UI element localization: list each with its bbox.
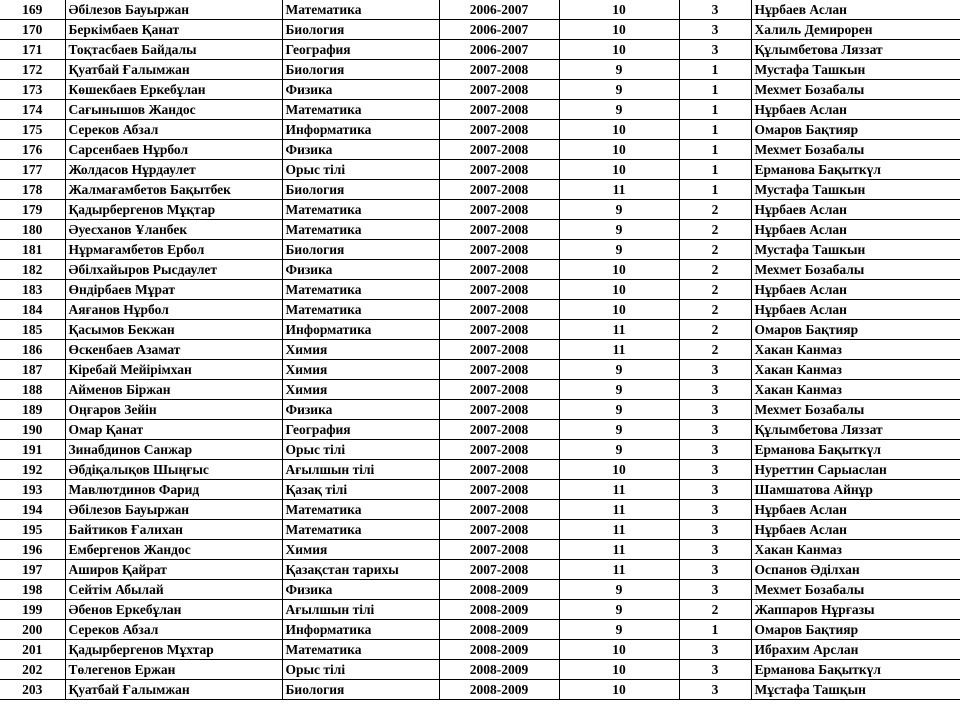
place-cell: 3 — [679, 660, 751, 680]
place-cell: 2 — [679, 340, 751, 360]
row-number-cell: 169 — [0, 0, 65, 20]
table-row — [0, 660, 960, 680]
grade-cell: 10 — [559, 640, 679, 660]
academic-year-cell: 2007-2008 — [439, 120, 559, 140]
subject-cell: Информатика — [282, 120, 439, 140]
academic-year-cell: 2007-2008 — [439, 180, 559, 200]
teacher-name-cell: Хакан Канмаз — [751, 340, 960, 360]
teacher-name-cell: Шамшатова Айнұр — [751, 480, 960, 500]
teacher-name-cell: Нұрбаев Аслан — [751, 220, 960, 240]
place-cell: 3 — [679, 480, 751, 500]
place-cell: 2 — [679, 280, 751, 300]
subject-cell: География — [282, 420, 439, 440]
academic-year-cell: 2008-2009 — [439, 640, 559, 660]
grade-cell: 9 — [559, 240, 679, 260]
grade-cell: 10 — [559, 40, 679, 60]
subject-cell: Математика — [282, 0, 439, 20]
table-row — [0, 540, 960, 560]
place-cell: 3 — [679, 360, 751, 380]
row-number-cell: 196 — [0, 540, 65, 560]
row-number-cell: 194 — [0, 500, 65, 520]
subject-cell: Математика — [282, 520, 439, 540]
student-name-cell: Аяғанов Нұрбол — [65, 300, 282, 320]
grade-cell: 10 — [559, 0, 679, 20]
academic-year-cell: 2008-2009 — [439, 580, 559, 600]
table-row — [0, 40, 960, 60]
place-cell: 1 — [679, 140, 751, 160]
table-row — [0, 60, 960, 80]
place-cell: 2 — [679, 220, 751, 240]
table-row — [0, 280, 960, 300]
academic-year-cell: 2007-2008 — [439, 100, 559, 120]
subject-cell: Химия — [282, 340, 439, 360]
student-name-cell: Беркімбаев Қанат — [65, 20, 282, 40]
academic-year-cell: 2008-2009 — [439, 620, 559, 640]
student-name-cell: Айменов Біржан — [65, 380, 282, 400]
teacher-name-cell: Омаров Бақтияр — [751, 120, 960, 140]
teacher-name-cell: Мұстафа Ташқын — [751, 680, 960, 700]
table-row — [0, 460, 960, 480]
student-name-cell: Төлегенов Ержан — [65, 660, 282, 680]
row-number-cell: 178 — [0, 180, 65, 200]
teacher-name-cell: Хакан Канмаз — [751, 540, 960, 560]
student-name-cell: Сейтім Абылай — [65, 580, 282, 600]
grade-cell: 9 — [559, 620, 679, 640]
student-name-cell: Мавлютдинов Фарид — [65, 480, 282, 500]
grade-cell: 9 — [559, 60, 679, 80]
teacher-name-cell: Омаров Бақтияр — [751, 320, 960, 340]
student-name-cell: Сағынышов Жандос — [65, 100, 282, 120]
place-cell: 1 — [679, 80, 751, 100]
subject-cell: Қазақстан тарихы — [282, 560, 439, 580]
teacher-name-cell: Нұрбаев Аслан — [751, 300, 960, 320]
place-cell: 2 — [679, 240, 751, 260]
grade-cell: 11 — [559, 560, 679, 580]
row-number-cell: 184 — [0, 300, 65, 320]
subject-cell: География — [282, 40, 439, 60]
academic-year-cell: 2006-2007 — [439, 0, 559, 20]
teacher-name-cell: Ибрахим Арслан — [751, 640, 960, 660]
table-row — [0, 320, 960, 340]
grade-cell: 9 — [559, 100, 679, 120]
academic-year-cell: 2006-2007 — [439, 40, 559, 60]
table-row — [0, 340, 960, 360]
teacher-name-cell: Нұрбаев Аслан — [751, 280, 960, 300]
academic-year-cell: 2007-2008 — [439, 400, 559, 420]
teacher-name-cell: Ерманова Бақыткүл — [751, 440, 960, 460]
student-name-cell: Жалмағамбетов Бақытбек — [65, 180, 282, 200]
teacher-name-cell: Мустафа Ташкын — [751, 240, 960, 260]
subject-cell: Орыс тілі — [282, 440, 439, 460]
row-number-cell: 189 — [0, 400, 65, 420]
row-number-cell: 183 — [0, 280, 65, 300]
teacher-name-cell: Мехмет Бозабалы — [751, 80, 960, 100]
student-name-cell: Қасымов Бекжан — [65, 320, 282, 340]
row-number-cell: 177 — [0, 160, 65, 180]
academic-year-cell: 2007-2008 — [439, 240, 559, 260]
grade-cell: 11 — [559, 520, 679, 540]
table-row — [0, 180, 960, 200]
place-cell: 2 — [679, 200, 751, 220]
academic-year-cell: 2007-2008 — [439, 160, 559, 180]
place-cell: 3 — [679, 580, 751, 600]
subject-cell: Химия — [282, 540, 439, 560]
teacher-name-cell: Омаров Бақтияр — [751, 620, 960, 640]
student-name-cell: Оңғаров Зейін — [65, 400, 282, 420]
student-name-cell: Ембергенов Жандос — [65, 540, 282, 560]
academic-year-cell: 2007-2008 — [439, 460, 559, 480]
place-cell: 3 — [679, 20, 751, 40]
table-row — [0, 380, 960, 400]
place-cell: 1 — [679, 100, 751, 120]
academic-year-cell: 2007-2008 — [439, 80, 559, 100]
teacher-name-cell: Құлымбетова Ляззат — [751, 420, 960, 440]
grade-cell: 9 — [559, 200, 679, 220]
table-row — [0, 620, 960, 640]
subject-cell: Физика — [282, 260, 439, 280]
row-number-cell: 198 — [0, 580, 65, 600]
academic-year-cell: 2007-2008 — [439, 500, 559, 520]
grade-cell: 9 — [559, 400, 679, 420]
academic-year-cell: 2007-2008 — [439, 260, 559, 280]
place-cell: 2 — [679, 260, 751, 280]
student-name-cell: Әуесханов Ұланбек — [65, 220, 282, 240]
table-row — [0, 100, 960, 120]
place-cell: 3 — [679, 680, 751, 700]
grade-cell: 11 — [559, 480, 679, 500]
teacher-name-cell: Хакан Канмаз — [751, 360, 960, 380]
student-name-cell: Әбенов Еркебұлан — [65, 600, 282, 620]
academic-year-cell: 2007-2008 — [439, 520, 559, 540]
subject-cell: Химия — [282, 380, 439, 400]
academic-year-cell: 2007-2008 — [439, 560, 559, 580]
student-name-cell: Омар Қанат — [65, 420, 282, 440]
grade-cell: 11 — [559, 180, 679, 200]
subject-cell: Математика — [282, 200, 439, 220]
place-cell: 3 — [679, 520, 751, 540]
academic-year-cell: 2007-2008 — [439, 280, 559, 300]
table-row — [0, 20, 960, 40]
row-number-cell: 193 — [0, 480, 65, 500]
table-row — [0, 360, 960, 380]
student-name-cell: Байтиков Ғалихан — [65, 520, 282, 540]
subject-cell: Ағылшын тілі — [282, 600, 439, 620]
grade-cell: 10 — [559, 140, 679, 160]
table-row — [0, 260, 960, 280]
teacher-name-cell: Мехмет Бозабалы — [751, 580, 960, 600]
teacher-name-cell: Мехмет Бозабалы — [751, 140, 960, 160]
subject-cell: Биология — [282, 60, 439, 80]
academic-year-cell: 2007-2008 — [439, 200, 559, 220]
subject-cell: Қазақ тілі — [282, 480, 439, 500]
place-cell: 3 — [679, 440, 751, 460]
academic-year-cell: 2007-2008 — [439, 380, 559, 400]
row-number-cell: 181 — [0, 240, 65, 260]
table-row — [0, 580, 960, 600]
academic-year-cell: 2007-2008 — [439, 60, 559, 80]
table-row — [0, 500, 960, 520]
table-row — [0, 400, 960, 420]
subject-cell: Математика — [282, 280, 439, 300]
grade-cell: 9 — [559, 360, 679, 380]
table-row — [0, 440, 960, 460]
grade-cell: 10 — [559, 20, 679, 40]
grade-cell: 9 — [559, 580, 679, 600]
grade-cell: 11 — [559, 340, 679, 360]
row-number-cell: 202 — [0, 660, 65, 680]
table-row — [0, 640, 960, 660]
place-cell: 3 — [679, 560, 751, 580]
academic-year-cell: 2008-2009 — [439, 600, 559, 620]
subject-cell: Физика — [282, 400, 439, 420]
row-number-cell: 174 — [0, 100, 65, 120]
student-name-cell: Қадырбергенов Мұхтар — [65, 640, 282, 660]
grade-cell: 11 — [559, 540, 679, 560]
student-name-cell: Әбілхайыров Рысдаулет — [65, 260, 282, 280]
subject-cell: Биология — [282, 180, 439, 200]
subject-cell: Информатика — [282, 620, 439, 640]
row-number-cell: 192 — [0, 460, 65, 480]
subject-cell: Орыс тілі — [282, 160, 439, 180]
place-cell: 3 — [679, 40, 751, 60]
subject-cell: Ағылшын тілі — [282, 460, 439, 480]
academic-year-cell: 2008-2009 — [439, 680, 559, 700]
place-cell: 3 — [679, 540, 751, 560]
grade-cell: 10 — [559, 460, 679, 480]
subject-cell: Математика — [282, 640, 439, 660]
table-row — [0, 80, 960, 100]
student-name-cell: Кіребай Мейірімхан — [65, 360, 282, 380]
grade-cell: 9 — [559, 80, 679, 100]
subject-cell: Физика — [282, 80, 439, 100]
teacher-name-cell: Нұрбаев Аслан — [751, 520, 960, 540]
row-number-cell: 186 — [0, 340, 65, 360]
student-name-cell: Аширов Қайрат — [65, 560, 282, 580]
grade-cell: 9 — [559, 420, 679, 440]
table-row — [0, 680, 960, 700]
table-row — [0, 240, 960, 260]
student-name-cell: Қуатбай Ғалымжан — [65, 680, 282, 700]
academic-year-cell: 2008-2009 — [439, 660, 559, 680]
subject-cell: Математика — [282, 300, 439, 320]
place-cell: 1 — [679, 160, 751, 180]
place-cell: 3 — [679, 460, 751, 480]
subject-cell: Физика — [282, 580, 439, 600]
table-row — [0, 120, 960, 140]
teacher-name-cell: Ерманова Бақыткүл — [751, 660, 960, 680]
subject-cell: Математика — [282, 100, 439, 120]
grade-cell: 11 — [559, 320, 679, 340]
student-name-cell: Сереков Абзал — [65, 620, 282, 640]
academic-year-cell: 2007-2008 — [439, 360, 559, 380]
grade-cell: 9 — [559, 380, 679, 400]
academic-year-cell: 2007-2008 — [439, 440, 559, 460]
grade-cell: 10 — [559, 300, 679, 320]
student-name-cell: Әбілезов Бауыржан — [65, 500, 282, 520]
place-cell: 3 — [679, 640, 751, 660]
student-name-cell: Өскенбаев Азамат — [65, 340, 282, 360]
student-name-cell: Өндірбаев Мұрат — [65, 280, 282, 300]
subject-cell: Химия — [282, 360, 439, 380]
table-row — [0, 220, 960, 240]
academic-year-cell: 2006-2007 — [439, 20, 559, 40]
teacher-name-cell: Нуреттин Сарыаслан — [751, 460, 960, 480]
student-name-cell: Қадырбергенов Мұқтар — [65, 200, 282, 220]
grade-cell: 10 — [559, 120, 679, 140]
teacher-name-cell: Нұрбаев Аслан — [751, 0, 960, 20]
subject-cell: Информатика — [282, 320, 439, 340]
student-name-cell: Жолдасов Нұрдаулет — [65, 160, 282, 180]
row-number-cell: 176 — [0, 140, 65, 160]
table-row — [0, 480, 960, 500]
grade-cell: 9 — [559, 220, 679, 240]
row-number-cell: 190 — [0, 420, 65, 440]
place-cell: 2 — [679, 300, 751, 320]
subject-cell: Биология — [282, 20, 439, 40]
grade-cell: 10 — [559, 260, 679, 280]
teacher-name-cell: Жаппаров Нұрғазы — [751, 600, 960, 620]
grade-cell: 9 — [559, 600, 679, 620]
grade-cell: 10 — [559, 160, 679, 180]
student-name-cell: Сереков Абзал — [65, 120, 282, 140]
subject-cell: Математика — [282, 220, 439, 240]
student-name-cell: Нұрмағамбетов Ербол — [65, 240, 282, 260]
row-number-cell: 171 — [0, 40, 65, 60]
row-number-cell: 199 — [0, 600, 65, 620]
subject-cell: Биология — [282, 680, 439, 700]
teacher-name-cell: Нұрбаев Аслан — [751, 200, 960, 220]
row-number-cell: 173 — [0, 80, 65, 100]
table-row — [0, 160, 960, 180]
table-row — [0, 140, 960, 160]
subject-cell: Орыс тілі — [282, 660, 439, 680]
teacher-name-cell: Құлымбетова Ляззат — [751, 40, 960, 60]
place-cell: 2 — [679, 600, 751, 620]
row-number-cell: 201 — [0, 640, 65, 660]
place-cell: 1 — [679, 620, 751, 640]
grade-cell: 10 — [559, 660, 679, 680]
row-number-cell: 187 — [0, 360, 65, 380]
row-number-cell: 200 — [0, 620, 65, 640]
row-number-cell: 185 — [0, 320, 65, 340]
student-name-cell: Сарсенбаев Нұрбол — [65, 140, 282, 160]
student-name-cell: Тоқтасбаев Байдалы — [65, 40, 282, 60]
row-number-cell: 191 — [0, 440, 65, 460]
place-cell: 3 — [679, 0, 751, 20]
subject-cell: Физика — [282, 140, 439, 160]
teacher-name-cell: Нұрбаев Аслан — [751, 100, 960, 120]
place-cell: 3 — [679, 380, 751, 400]
subject-cell: Математика — [282, 500, 439, 520]
row-number-cell: 170 — [0, 20, 65, 40]
teacher-name-cell: Мехмет Бозабалы — [751, 400, 960, 420]
place-cell: 3 — [679, 500, 751, 520]
student-name-cell: Қуатбай Ғалымжан — [65, 60, 282, 80]
student-name-cell: Зинабдинов Санжар — [65, 440, 282, 460]
table-row — [0, 200, 960, 220]
academic-year-cell: 2007-2008 — [439, 140, 559, 160]
academic-year-cell: 2007-2008 — [439, 420, 559, 440]
student-name-cell: Көшекбаев Еркебұлан — [65, 80, 282, 100]
table-row — [0, 300, 960, 320]
grade-cell: 10 — [559, 680, 679, 700]
grade-cell: 11 — [559, 500, 679, 520]
teacher-name-cell: Мустафа Ташкын — [751, 60, 960, 80]
row-number-cell: 180 — [0, 220, 65, 240]
grade-cell: 10 — [559, 280, 679, 300]
academic-year-cell: 2007-2008 — [439, 220, 559, 240]
teacher-name-cell: Мустафа Ташкын — [751, 180, 960, 200]
teacher-name-cell: Нұрбаев Аслан — [751, 500, 960, 520]
row-number-cell: 203 — [0, 680, 65, 700]
row-number-cell: 182 — [0, 260, 65, 280]
academic-year-cell: 2007-2008 — [439, 340, 559, 360]
academic-year-cell: 2007-2008 — [439, 540, 559, 560]
grade-cell: 9 — [559, 440, 679, 460]
place-cell: 1 — [679, 180, 751, 200]
row-number-cell: 172 — [0, 60, 65, 80]
place-cell: 2 — [679, 320, 751, 340]
place-cell: 1 — [679, 120, 751, 140]
teacher-name-cell: Хакан Канмаз — [751, 380, 960, 400]
subject-cell: Биология — [282, 240, 439, 260]
teacher-name-cell: Мехмет Бозабалы — [751, 260, 960, 280]
table-row — [0, 600, 960, 620]
table-row — [0, 520, 960, 540]
teacher-name-cell: Халиль Демирорен — [751, 20, 960, 40]
place-cell: 3 — [679, 400, 751, 420]
teacher-name-cell: Оспанов Әділхан — [751, 560, 960, 580]
row-number-cell: 197 — [0, 560, 65, 580]
row-number-cell: 195 — [0, 520, 65, 540]
place-cell: 1 — [679, 60, 751, 80]
row-number-cell: 179 — [0, 200, 65, 220]
row-number-cell: 188 — [0, 380, 65, 400]
place-cell: 3 — [679, 420, 751, 440]
academic-year-cell: 2007-2008 — [439, 320, 559, 340]
student-name-cell: Әбілезов Бауыржан — [65, 0, 282, 20]
academic-year-cell: 2007-2008 — [439, 300, 559, 320]
table-row — [0, 560, 960, 580]
academic-year-cell: 2007-2008 — [439, 480, 559, 500]
teacher-name-cell: Ерманова Бақыткүл — [751, 160, 960, 180]
row-number-cell: 175 — [0, 120, 65, 140]
table-row — [0, 420, 960, 440]
table-row — [0, 0, 960, 20]
student-name-cell: Әбдіқалықов Шыңғыс — [65, 460, 282, 480]
